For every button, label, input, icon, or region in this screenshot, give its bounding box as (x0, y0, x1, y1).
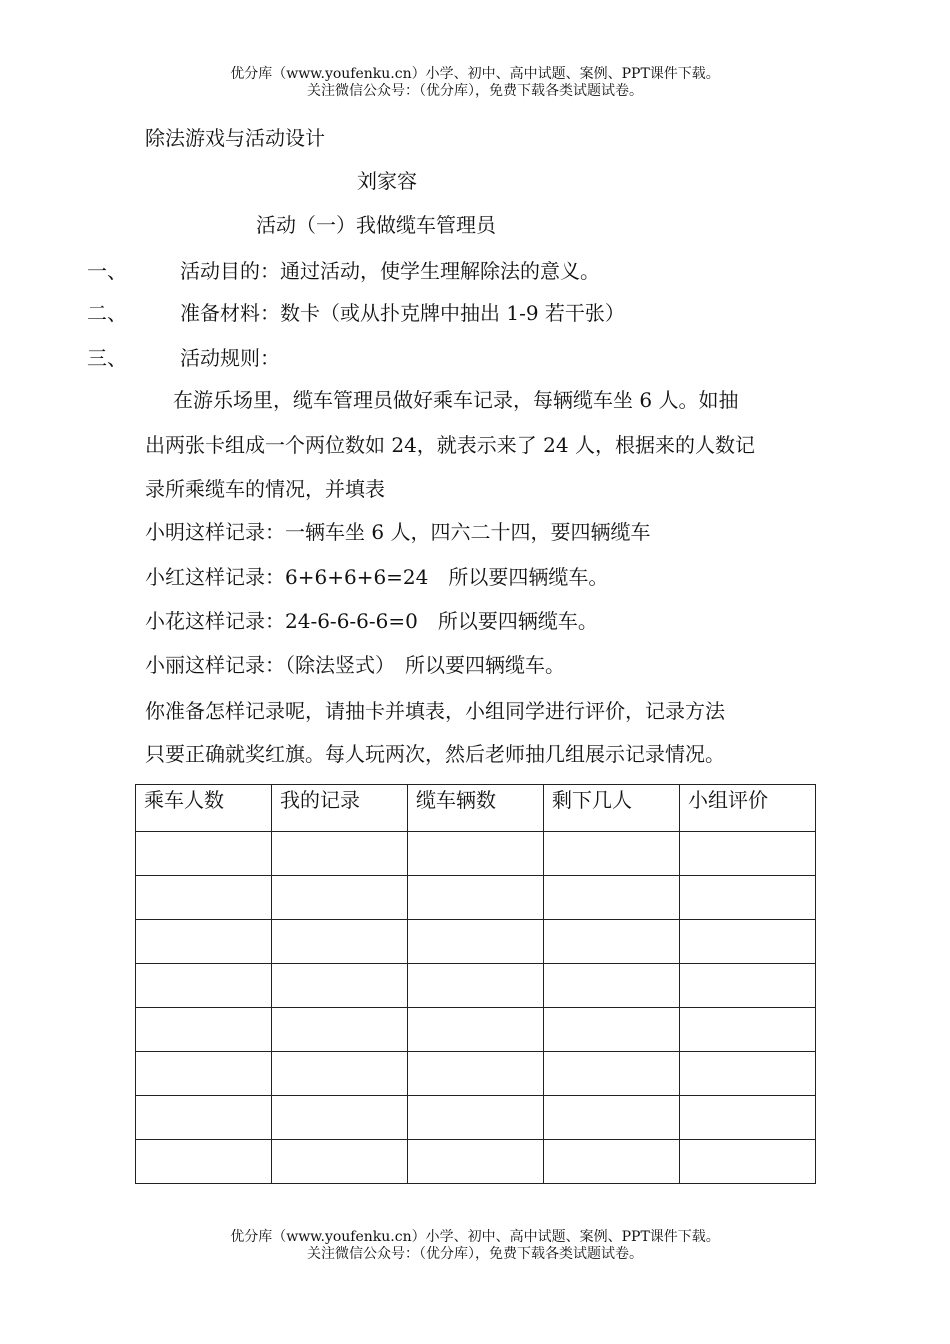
header-remaining-label: 剩下几人 (552, 788, 632, 812)
table-cell[interactable] (408, 964, 544, 1008)
table-row (136, 1140, 816, 1184)
table-cell[interactable] (272, 920, 408, 964)
table-cell[interactable] (680, 1052, 816, 1096)
instruction-line-1: 你准备怎样记录呢，请抽卡并填表，小组同学进行评价，记录方法 (145, 699, 725, 723)
example-xiaoming: 小明这样记录：一辆车坐 6 人，四六二十四，要四辆缆车 (145, 520, 651, 544)
table-cell[interactable] (544, 832, 680, 876)
table-row (136, 832, 816, 876)
instruction-line-2: 只要正确就奖红旗。每人玩两次，然后老师抽几组展示记录情况。 (145, 742, 725, 766)
page-header (0, 66, 950, 100)
section-purpose: 活动目的：通过活动，使学生理解除法的意义。 (180, 259, 600, 283)
table-cell[interactable] (136, 1052, 272, 1096)
table-cell[interactable] (272, 876, 408, 920)
table-cell[interactable] (136, 1096, 272, 1140)
table-cell[interactable] (408, 1140, 544, 1184)
rules-paragraph-line-1: 在游乐场里，缆车管理员做好乘车记录，每辆缆车坐 6 人。如抽 (173, 388, 739, 412)
table-cell[interactable] (136, 920, 272, 964)
header-riders-label: 乘车人数 (144, 788, 224, 812)
header-my-record-label: 我的记录 (280, 788, 360, 812)
table-cell[interactable] (408, 1052, 544, 1096)
header-cell-cars (408, 785, 544, 832)
example-xiaohong: 小红这样记录：6+6+6+6=24 所以要四辆缆车。 (145, 565, 609, 589)
table-cell[interactable] (272, 832, 408, 876)
table-header-row (136, 785, 816, 832)
header-cell-riders (136, 785, 272, 832)
table-cell[interactable] (680, 876, 816, 920)
author-name: 刘家容 (357, 169, 417, 193)
table-cell[interactable] (136, 964, 272, 1008)
table-row (136, 1096, 816, 1140)
table-cell[interactable] (408, 876, 544, 920)
header-cars-label: 缆车辆数 (416, 788, 496, 812)
section-marker-3: 三、 (87, 346, 127, 370)
table-row (136, 920, 816, 964)
table-cell[interactable] (544, 1096, 680, 1140)
table-cell[interactable] (272, 1140, 408, 1184)
table-row (136, 964, 816, 1008)
footer-line-1: 优分库（www.youfenku.cn）小学、初中、高中试题、案例、PPT课件下载。 (230, 1229, 720, 1245)
section-marker-2: 二、 (87, 301, 127, 325)
section-marker-1: 一、 (87, 259, 127, 283)
section-rules-heading: 活动规则： (180, 346, 280, 370)
table-cell[interactable] (544, 876, 680, 920)
table-row (136, 1008, 816, 1052)
table-cell[interactable] (544, 1140, 680, 1184)
page-footer (0, 1229, 950, 1263)
table-cell[interactable] (544, 964, 680, 1008)
table-cell[interactable] (544, 1052, 680, 1096)
document-title: 除法游戏与活动设计 (145, 126, 325, 150)
table-cell[interactable] (680, 1096, 816, 1140)
rules-paragraph-line-3: 录所乘缆车的情况，并填表 (145, 477, 385, 501)
table-cell[interactable] (408, 832, 544, 876)
header-evaluation-label: 小组评价 (688, 788, 768, 812)
header-cell-remaining (544, 785, 680, 832)
header-cell-evaluation (680, 785, 816, 832)
table-cell[interactable] (680, 832, 816, 876)
table-row (136, 876, 816, 920)
table-cell[interactable] (136, 832, 272, 876)
table-cell[interactable] (136, 1140, 272, 1184)
rules-paragraph-line-2: 出两张卡组成一个两位数如 24，就表示来了 24 人，根据来的人数记 (145, 433, 755, 457)
table-cell[interactable] (680, 1140, 816, 1184)
example-xiaohua: 小花这样记录：24-6-6-6-6=0 所以要四辆缆车。 (145, 609, 598, 633)
footer-line-2: 关注微信公众号：（优分库），免费下载各类试题试卷。 (307, 1246, 643, 1262)
table-cell[interactable] (272, 964, 408, 1008)
table-cell[interactable] (680, 1008, 816, 1052)
record-table (135, 784, 816, 1184)
table-cell[interactable] (408, 920, 544, 964)
table-cell[interactable] (272, 1096, 408, 1140)
table-cell[interactable] (136, 876, 272, 920)
section-materials: 准备材料：数卡（或从扑克牌中抽出 1-9 若干张） (180, 301, 625, 325)
table-cell[interactable] (272, 1008, 408, 1052)
header-cell-my-record (272, 785, 408, 832)
example-xiaoli: 小丽这样记录：（除法竖式） 所以要四辆缆车。 (145, 653, 565, 677)
table-cell[interactable] (408, 1096, 544, 1140)
header-line-2: 关注微信公众号：（优分库），免费下载各类试题试卷。 (307, 83, 643, 99)
activity-title: 活动（一）我做缆车管理员 (256, 213, 496, 237)
table-cell[interactable] (136, 1008, 272, 1052)
table-cell[interactable] (272, 1052, 408, 1096)
table-cell[interactable] (408, 1008, 544, 1052)
table-cell[interactable] (544, 920, 680, 964)
table-cell[interactable] (680, 920, 816, 964)
table-cell[interactable] (680, 964, 816, 1008)
table-row (136, 1052, 816, 1096)
table-cell[interactable] (544, 1008, 680, 1052)
header-line-1: 优分库（www.youfenku.cn）小学、初中、高中试题、案例、PPT课件下载。 (230, 66, 720, 82)
